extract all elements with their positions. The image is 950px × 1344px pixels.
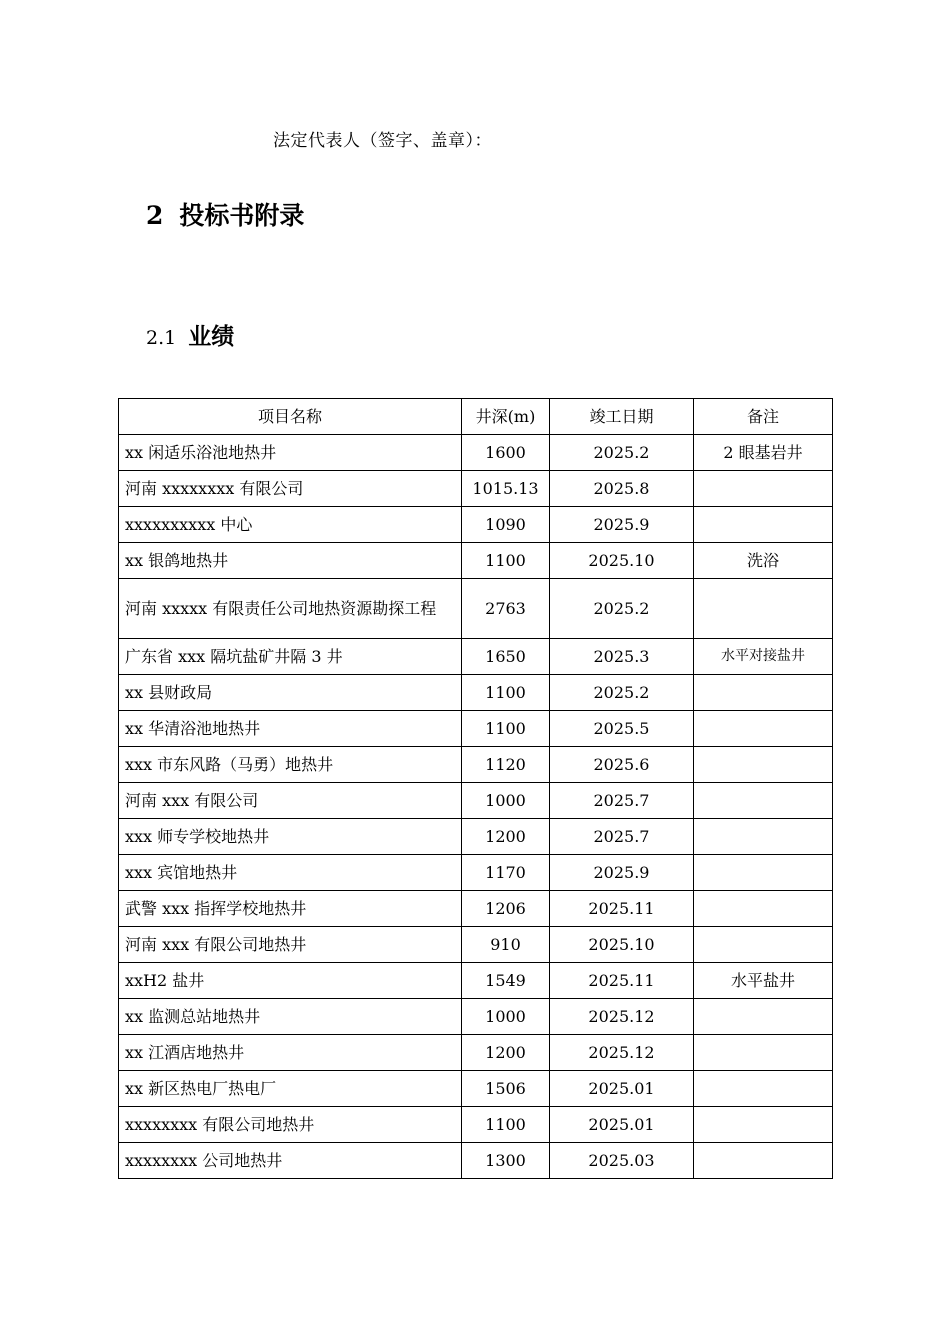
cell-remarks: [694, 471, 833, 507]
cell-well-depth: 1120: [462, 747, 550, 783]
table-header-row: [119, 399, 833, 435]
section-number: 2: [146, 201, 164, 230]
table-row: [119, 1107, 833, 1143]
cell-remarks: [694, 711, 833, 747]
table-row: [119, 579, 833, 639]
subsection-title: 业绩: [188, 324, 235, 350]
cell-remarks: [694, 747, 833, 783]
cell-completion-date: 2025.03: [550, 1143, 694, 1179]
cell-project-name: xx 银鸽地热井: [119, 543, 462, 579]
cell-project-name: xx 闲适乐浴池地热井: [119, 435, 462, 471]
cell-remarks: 水平对接盐井: [694, 639, 833, 675]
table-row: [119, 1035, 833, 1071]
section-heading: [146, 196, 304, 232]
cell-completion-date: 2025.7: [550, 819, 694, 855]
cell-remarks: [694, 1035, 833, 1071]
cell-project-name: xxx 师专学校地热井: [119, 819, 462, 855]
cell-well-depth: 2763: [462, 579, 550, 639]
cell-completion-date: 2025.01: [550, 1107, 694, 1143]
table-row: [119, 435, 833, 471]
cell-completion-date: 2025.12: [550, 1035, 694, 1071]
cell-remarks: [694, 891, 833, 927]
table-row: [119, 747, 833, 783]
cell-completion-date: 2025.6: [550, 747, 694, 783]
table-row: [119, 783, 833, 819]
cell-well-depth: 1650: [462, 639, 550, 675]
cell-project-name: xx 江酒店地热井: [119, 1035, 462, 1071]
cell-completion-date: 2025.10: [550, 927, 694, 963]
cell-well-depth: 1000: [462, 999, 550, 1035]
cell-completion-date: 2025.10: [550, 543, 694, 579]
cell-well-depth: 1015.13: [462, 471, 550, 507]
table-row: [119, 963, 833, 999]
header-completion-date: 竣工日期: [550, 399, 694, 435]
cell-project-name: xxxxxxxxxx 中心: [119, 507, 462, 543]
header-remarks: 备注: [694, 399, 833, 435]
cell-completion-date: 2025.3: [550, 639, 694, 675]
table-row: [119, 1071, 833, 1107]
cell-well-depth: 1549: [462, 963, 550, 999]
cell-completion-date: 2025.8: [550, 471, 694, 507]
cell-project-name: xx 县财政局: [119, 675, 462, 711]
cell-remarks: 2 眼基岩井: [694, 435, 833, 471]
cell-well-depth: 1300: [462, 1143, 550, 1179]
cell-well-depth: 1000: [462, 783, 550, 819]
cell-project-name: xxxxxxxx 有限公司地热井: [119, 1107, 462, 1143]
cell-project-name: 河南 xxx 有限公司地热井: [119, 927, 462, 963]
cell-well-depth: 1100: [462, 675, 550, 711]
cell-project-name: xx 新区热电厂热电厂: [119, 1071, 462, 1107]
table-row: [119, 507, 833, 543]
cell-well-depth: 1100: [462, 543, 550, 579]
cell-well-depth: 1506: [462, 1071, 550, 1107]
cell-well-depth: 1100: [462, 711, 550, 747]
cell-remarks: [694, 579, 833, 639]
table-row: [119, 543, 833, 579]
performance-table: [118, 398, 833, 1179]
header-well-depth: 井深(m): [462, 399, 550, 435]
table-row: [119, 711, 833, 747]
cell-well-depth: 1100: [462, 1107, 550, 1143]
cell-project-name: xxx 市东风路（马勇）地热井: [119, 747, 462, 783]
cell-remarks: [694, 999, 833, 1035]
cell-remarks: 洗浴: [694, 543, 833, 579]
cell-remarks: [694, 1107, 833, 1143]
cell-completion-date: 2025.11: [550, 963, 694, 999]
table-row: [119, 927, 833, 963]
cell-completion-date: 2025.2: [550, 435, 694, 471]
header-project-name: 项目名称: [119, 399, 462, 435]
cell-project-name: 广东省 xxx 隔坑盐矿井隔 3 井: [119, 639, 462, 675]
cell-remarks: [694, 1071, 833, 1107]
cell-well-depth: 1170: [462, 855, 550, 891]
table-row: [119, 855, 833, 891]
cell-project-name: xxH2 盐井: [119, 963, 462, 999]
cell-completion-date: 2025.12: [550, 999, 694, 1035]
table-row: [119, 639, 833, 675]
cell-completion-date: 2025.01: [550, 1071, 694, 1107]
cell-remarks: [694, 675, 833, 711]
cell-well-depth: 1600: [462, 435, 550, 471]
subsection-heading: [146, 318, 234, 351]
cell-completion-date: 2025.11: [550, 891, 694, 927]
table-row: [119, 819, 833, 855]
cell-project-name: 河南 xxx 有限公司: [119, 783, 462, 819]
table-row: [119, 891, 833, 927]
subsection-number: 2.1: [146, 327, 177, 349]
table-row: [119, 675, 833, 711]
cell-completion-date: 2025.2: [550, 675, 694, 711]
cell-completion-date: 2025.2: [550, 579, 694, 639]
cell-remarks: [694, 855, 833, 891]
cell-well-depth: 910: [462, 927, 550, 963]
cell-well-depth: 1200: [462, 1035, 550, 1071]
table-row: [119, 999, 833, 1035]
cell-project-name: xxxxxxxx 公司地热井: [119, 1143, 462, 1179]
cell-project-name: xx 监测总站地热井: [119, 999, 462, 1035]
cell-completion-date: 2025.9: [550, 507, 694, 543]
cell-remarks: [694, 1143, 833, 1179]
cell-well-depth: 1200: [462, 819, 550, 855]
cell-completion-date: 2025.9: [550, 855, 694, 891]
cell-project-name: 河南 xxxxx 有限责任公司地热资源勘探工程: [119, 579, 462, 639]
section-title: 投标书附录: [179, 201, 305, 230]
cell-well-depth: 1090: [462, 507, 550, 543]
cell-remarks: [694, 783, 833, 819]
cell-remarks: [694, 927, 833, 963]
cell-remarks: [694, 507, 833, 543]
cell-remarks: [694, 819, 833, 855]
cell-well-depth: 1206: [462, 891, 550, 927]
cell-project-name: 武警 xxx 指挥学校地热井: [119, 891, 462, 927]
table-row: [119, 471, 833, 507]
cell-completion-date: 2025.5: [550, 711, 694, 747]
cell-project-name: xx 华清浴池地热井: [119, 711, 462, 747]
cell-completion-date: 2025.7: [550, 783, 694, 819]
cell-remarks: 水平盐井: [694, 963, 833, 999]
cell-project-name: xxx 宾馆地热井: [119, 855, 462, 891]
table-row: [119, 1143, 833, 1179]
legal-representative-signature-line: 法定代表人（签字、盖章）：: [273, 131, 492, 151]
cell-project-name: 河南 xxxxxxxx 有限公司: [119, 471, 462, 507]
